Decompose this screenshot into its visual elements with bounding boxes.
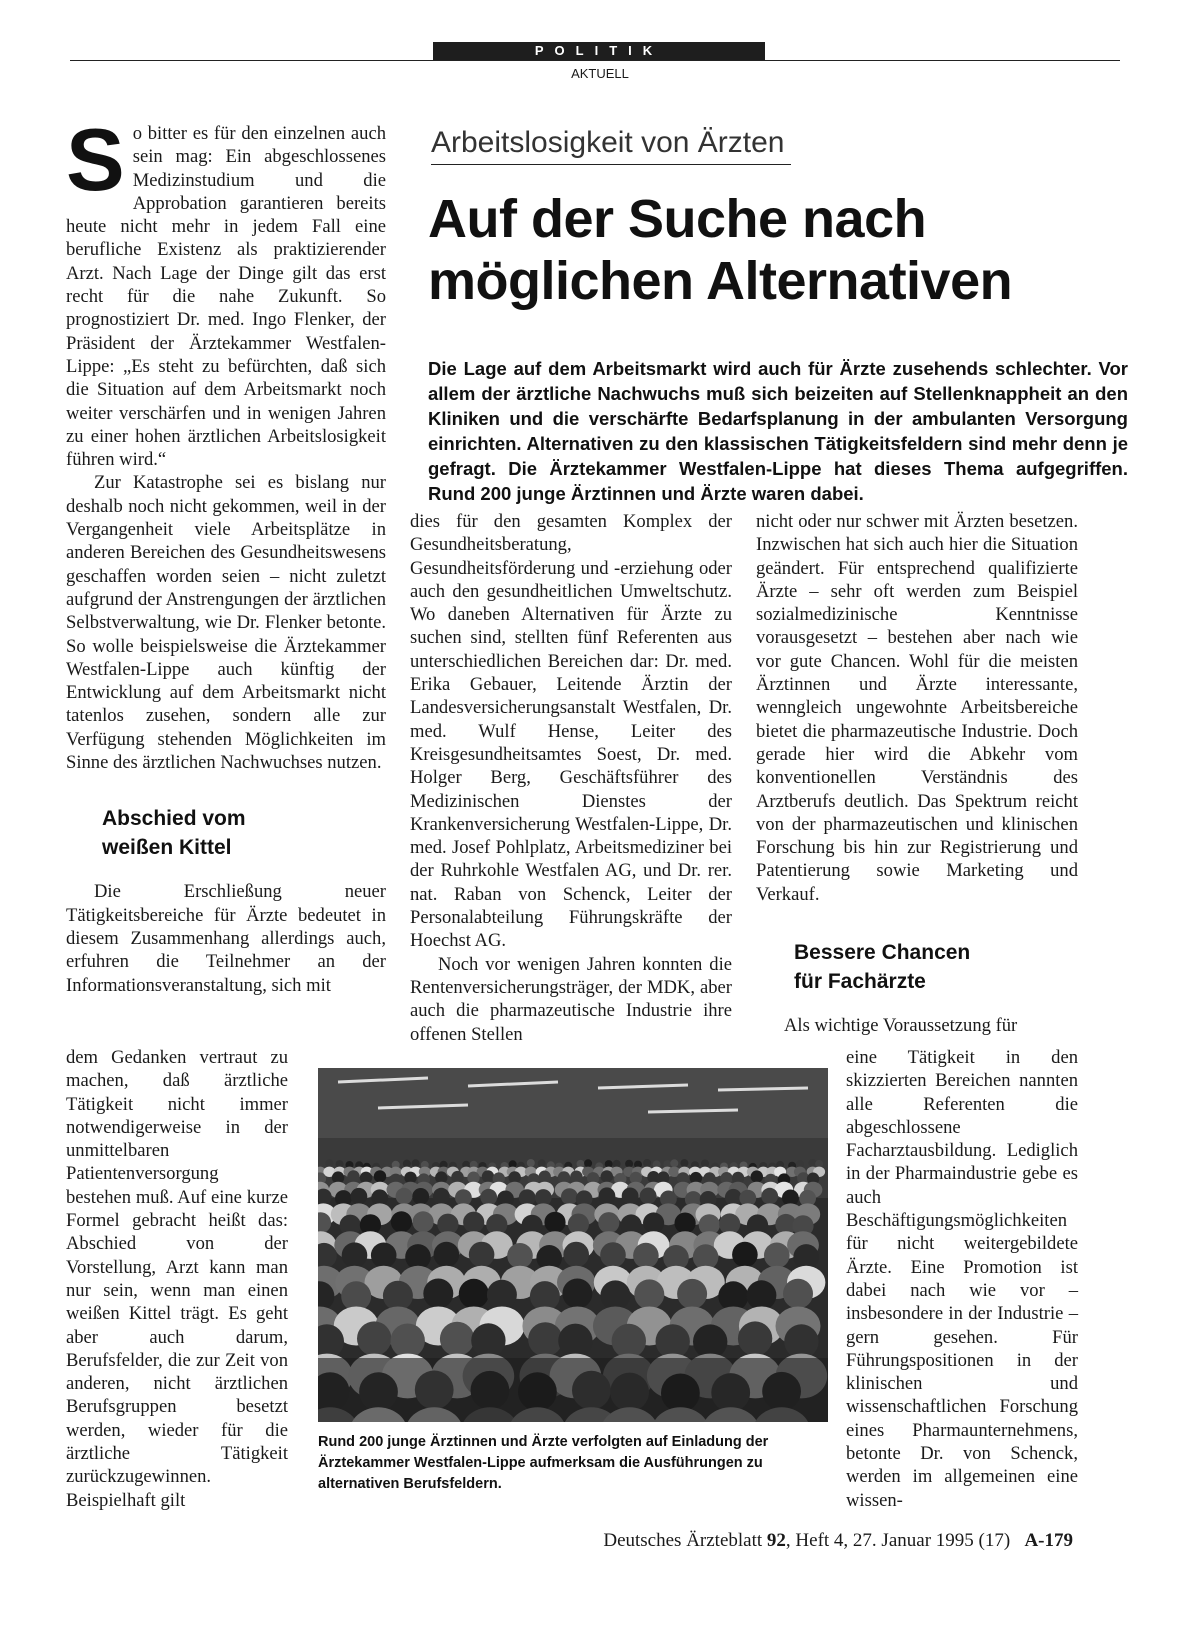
audience-head <box>558 1324 592 1358</box>
audience-head <box>563 1242 589 1268</box>
audience-head <box>680 1159 688 1167</box>
audience-head <box>403 1160 411 1168</box>
column-3-lower <box>846 1046 1078 1512</box>
audience-head <box>725 1189 742 1206</box>
paragraph: Als wichtige Voraussetzung für <box>784 1015 1018 1037</box>
audience-head <box>625 1160 633 1168</box>
audience-photo <box>318 1068 828 1422</box>
audience-head <box>412 1188 429 1205</box>
issue-date: , Heft 4, 27. Januar 1995 (17) <box>785 1530 1011 1551</box>
page-number: A-179 <box>1024 1530 1073 1551</box>
paragraph: So bitter es für den einzelnen auch sein mag: Ein abgeschlossenes Medizinstudium und die Approbation garantieren bereits heute nicht mehr in jedem Fall eine berufliche Existenz als praktizierender Arzt. Nach Lage der Dinge gilt das erst recht für die nahe Zukunft. So prognostiziert Dr. med. Ingo Flenker, der Präsident der Ärztekammer Westfalen-Lippe: „Es steht zu befürchten, daß sich die Situation auf dem Arbeitsmarkt noch weiter verschärfen und in wenigen Jahren zu einer hohen ärztlichen Arbeitslosigkeit führen wird.“ <box>66 110 386 471</box>
audience-head <box>357 1321 391 1355</box>
audience-head <box>535 1189 552 1206</box>
audience-head <box>640 1188 657 1205</box>
article-headline: Auf der Suche nach möglichen Alternativen <box>428 189 1013 311</box>
audience-head <box>643 1212 664 1233</box>
audience-head <box>561 1188 578 1205</box>
audience-head <box>634 1279 664 1309</box>
paragraph: dies für den gesamten Komplex der Gesundheitsberatung, Gesundheitsförderung und -erziehung oder auch den gesundheitlichen Umweltschutz. Wo daneben Alternativen für Ärzte zu suchen sind, stellten fünf Referenten aus unterschiedlichen Bereichen dar: Dr. med. Erika Gebauer, Leitende Ärztin der Landesversicherungsanstalt Westfalen, Dr. med. Wulf Hense, Leiter des Kreisgesundheitsamtes Soest, Dr. med. Holger Berg, Geschäftsführer des Medizinischen Dienstes der Krankenversicherung Westfalen-Lippe, Dr. med. Josef Pohlplatz, Arbeitsmediziner bei der Ruhrkohle Westfalen AG, und Dr. rer. nat. Raban von Schenck, Leiter der Personalabteilung Führungskräfte der Hoechst AG. <box>410 511 732 952</box>
audience-head <box>612 1324 646 1358</box>
audience-head <box>764 1243 790 1269</box>
photo-caption: Rund 200 junge Ärztinnen und Ärzte verfolgten auf Einladung der Ärztekammer Westfalen-Lippe aufmerksam die Ausführungen zu alternativen Berufsfeldern. <box>318 1434 769 1492</box>
audience-head <box>383 1281 413 1311</box>
audience-head <box>538 1159 546 1167</box>
audience-head <box>396 1188 413 1205</box>
audience-head <box>451 1171 463 1183</box>
subhead-chancen: Bessere Chancen für Fachärzte <box>794 941 971 994</box>
journal-name: Deutsches Ärzteblatt <box>603 1530 763 1551</box>
page-footer <box>603 1530 1073 1552</box>
column-1-lower <box>66 1046 288 1512</box>
audience-head <box>434 1242 460 1268</box>
audience-head <box>351 1188 368 1205</box>
audience-head <box>599 1187 616 1204</box>
audience-head <box>463 1212 484 1233</box>
audience-head <box>413 1211 434 1232</box>
audience-head <box>342 1242 368 1268</box>
audience-head <box>527 1159 535 1167</box>
paragraph: nicht oder nur schwer mit Ärzten besetzen. Inzwischen hat sich auch hier die Situation geändert. Für entsprechend qualifizierte Ärzte – sehr oft werden zum Beispiel sozialmedizinische Kenntnisse vorausgesetzt – bestehen aber nach wie vor gute Chancen. Wohl für die meisten Ärztinnen und Ärzte interessante, wenngleich ungewohnte Arbeitsbereiche bietet die pharmazeutische Industrie. Doch gerade hier wird die Abkehr vom konventionellen Verständnis des Arztberufs deutlich. Das Spektrum reicht von der pharmazeutischen und klinischen Forschung bis hin zur Registrierung und Patentierung sowie Marketing und Verkauf. <box>756 511 1078 905</box>
audience-photo-illustration <box>318 1068 828 1422</box>
audience-head <box>622 1188 639 1205</box>
audience-head <box>600 1242 626 1268</box>
audience-head <box>633 1243 659 1269</box>
audience-head <box>440 1322 474 1356</box>
audience-head <box>325 1159 333 1167</box>
audience-head <box>732 1242 758 1268</box>
drop-cap: S <box>66 110 125 209</box>
audience-head <box>391 1211 412 1232</box>
audience-head <box>412 1159 420 1167</box>
audience-head <box>459 1279 489 1309</box>
audience-head <box>570 1171 582 1183</box>
audience-head <box>374 1170 386 1182</box>
audience-head <box>670 1159 678 1167</box>
subsection-label: AKTUELL <box>571 66 629 81</box>
audience-head <box>528 1322 562 1356</box>
subhead-abschied: Abschied vom weißen Kittel <box>102 807 246 860</box>
column-2 <box>410 510 732 1046</box>
audience-head <box>751 1170 763 1182</box>
audience-head <box>701 1160 709 1168</box>
audience-head <box>677 1279 707 1309</box>
paragraph: dem Gedanken vertraut zu machen, daß ärztliche Tätigkeit nicht immer notwendigerweise in der unmittelbaren Patientenversorgung bestehen muß. Auf eine kurze Formel gebracht heißt das: Abschied von der Vorstellung, Arzt kann man nur sein, wenn man einen weißen Kittel trägt. Es geht aber auch darum, Berufsfelder, die zur Zeit von anderen, nicht ärztlichen Berufsgruppen besetzt werden, wieder für die ärztliche Tätigkeit zurückzugewinnen. Beispielhaft gilt <box>66 1047 288 1511</box>
paragraph: eine Tätigkeit in den skizzierten Bereichen nannten alle Referenten die abgeschlossene Facharztausbildung. Lediglich in der Pharmaindustrie gebe es auch Beschäftigungsmöglichkeiten für nicht weitergebildete Ärzte. Eine Promotion ist dabei nach wie vor – insbesondere in der Industrie – gern gesehen. Für Führungspositionen in der klinischen und wissenschaftlichen Forschung eines Pharmaunternehmens, betonte Dr. von Schenck, werden im allgemeinen eine wissen- <box>846 1047 1078 1511</box>
audience-head <box>347 1170 359 1182</box>
volume-number: 92 <box>766 1530 786 1551</box>
audience-head <box>643 1159 651 1167</box>
column-3 <box>756 510 1078 1037</box>
audience-head <box>507 1243 533 1269</box>
audience-head <box>738 1321 772 1355</box>
audience-head <box>784 1324 818 1358</box>
audience-head <box>371 1243 397 1269</box>
audience-head <box>544 1212 565 1233</box>
audience-head <box>600 1280 630 1310</box>
audience-head <box>471 1323 505 1357</box>
section-label: POLITIK <box>433 42 765 60</box>
audience-head <box>656 1324 690 1358</box>
audience-head <box>746 1280 776 1310</box>
audience-head <box>487 1280 517 1310</box>
audience-head <box>539 1171 551 1183</box>
header-rule <box>70 60 1120 61</box>
audience-head <box>601 1170 613 1182</box>
audience-head <box>584 1159 592 1167</box>
audience-head <box>423 1279 453 1309</box>
audience-head <box>761 1188 778 1205</box>
paragraph: Die Erschließung neuer Tätigkeitsbereiche für Ärzte bedeutet in diesem Zusammenhang allerdings auch, erfuhren die Teilnehmer an der Informationsveranstaltung, sich mit <box>66 881 386 996</box>
audience-head <box>598 1212 619 1233</box>
audience-head <box>562 1279 592 1309</box>
audience-head <box>391 1324 425 1358</box>
audience-head <box>482 1170 494 1182</box>
article-lead: Die Lage auf dem Arbeitsmarkt wird auch für Ärzte zusehends schlechter. Vor allem der ärztliche Nachwuchs muß sich beizeiten auf Stellenknappheit an den Kliniken und die verschärfte Bedarfsplanung in der ambulanten Versorgung einrichten. Alternativen zu den klassischen Tätigkeitsfeldern sind mehr denn je gefragt. Die Ärztekammer Westfalen-Lippe hat dieses Thema aufgegriffen. Rund 200 junge Ärztinnen und Ärzte waren dabei. <box>428 358 1128 504</box>
article-kicker: Arbeitslosigkeit von Ärzten <box>431 126 791 165</box>
audience-head <box>480 1189 497 1206</box>
audience-head <box>783 1279 813 1309</box>
column-1 <box>66 110 386 997</box>
paragraph: Noch vor wenigen Jahren konnten die Rentenversicherungsträger, der MDK, aber auch die pharmazeutische Industrie ihre offenen Stellen <box>410 953 732 1045</box>
paragraph: Zur Katastrophe sei es bislang nur deshalb noch nicht gekommen, weil in der Vergangenheit viele Arbeitsplätze in anderen Bereichen des Gesundheitswesens geschaffen worden seien – nicht zuletzt aufgrund der Anstrengungen der ärztlichen Selbstverwaltung, wie Dr. Flenker betonte. So wolle beispielsweise die Ärztekammer Westfalen-Lippe auch künftig der Entwicklung auf dem Arbeitsmarkt nicht tatenlos zusehen, sondern alle zur Verfügung stehenden Möglichkeiten im Sinne des ärztlichen Nachwuchses nutzen. <box>66 472 386 774</box>
audience-head <box>433 1188 450 1205</box>
audience-head <box>675 1213 696 1234</box>
audience-head <box>469 1242 495 1268</box>
